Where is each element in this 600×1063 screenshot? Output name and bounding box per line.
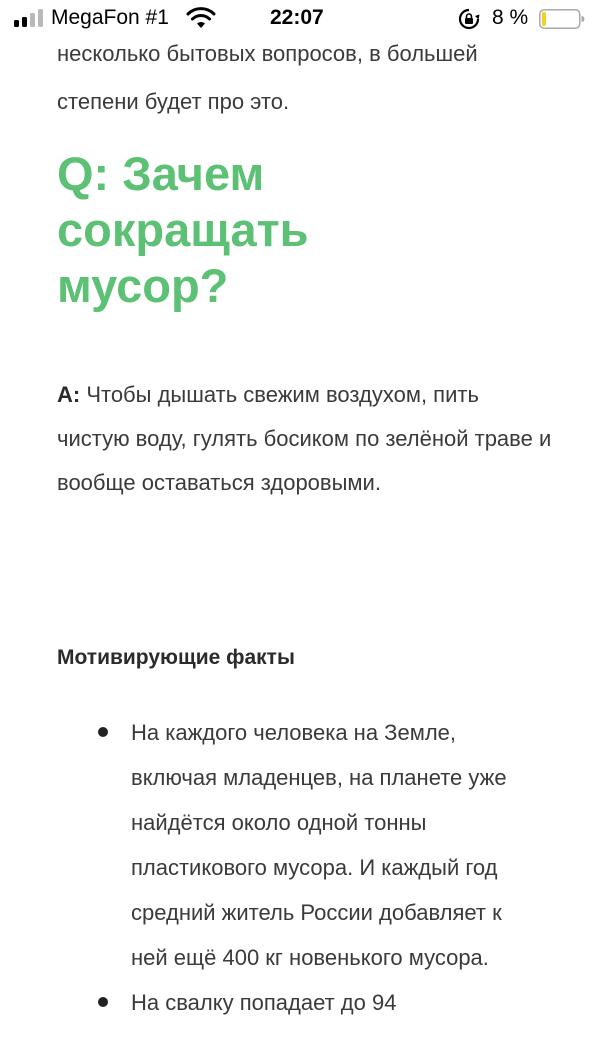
bullet-icon — [98, 997, 108, 1007]
battery-level-fill — [542, 12, 546, 26]
bullet-icon — [98, 727, 108, 737]
battery-percent: 8 % — [492, 6, 529, 29]
facts-heading: Мотивирующие факты — [57, 646, 295, 669]
wifi-icon — [186, 7, 216, 29]
battery-icon — [539, 9, 585, 29]
status-bar — [0, 0, 600, 36]
intro-paragraph: несколько бытовых вопросов, в большей степени будет про это. — [57, 41, 478, 114]
question-heading: Q: Зачем сокращать мусор? — [57, 147, 309, 312]
answer-paragraph — [57, 373, 557, 505]
answer-text: Чтобы дышать свежим воздухом, пить чистую воду, гулять босиком по зелёной траве и вообще оставаться здоровыми. — [57, 382, 552, 495]
signal-strength-icon — [14, 9, 48, 27]
clock: 22:07 — [270, 6, 324, 29]
fact-text: На каждого человека на Земле, включая младенцев, на планете уже найдётся около одной тонны пластикового мусора. И каждый год средний житель России добавляет к ней ещё 400 кг новенького мусора. — [131, 720, 507, 970]
list-item — [0, 980, 541, 1025]
facts-list — [0, 710, 600, 1025]
carrier-name: MegaFon #1 — [51, 6, 169, 29]
rotation-lock-icon — [458, 8, 480, 30]
fact-text: На свалку попадает до 94 — [131, 990, 397, 1015]
list-item — [0, 710, 541, 980]
answer-label: A: — [57, 382, 81, 407]
